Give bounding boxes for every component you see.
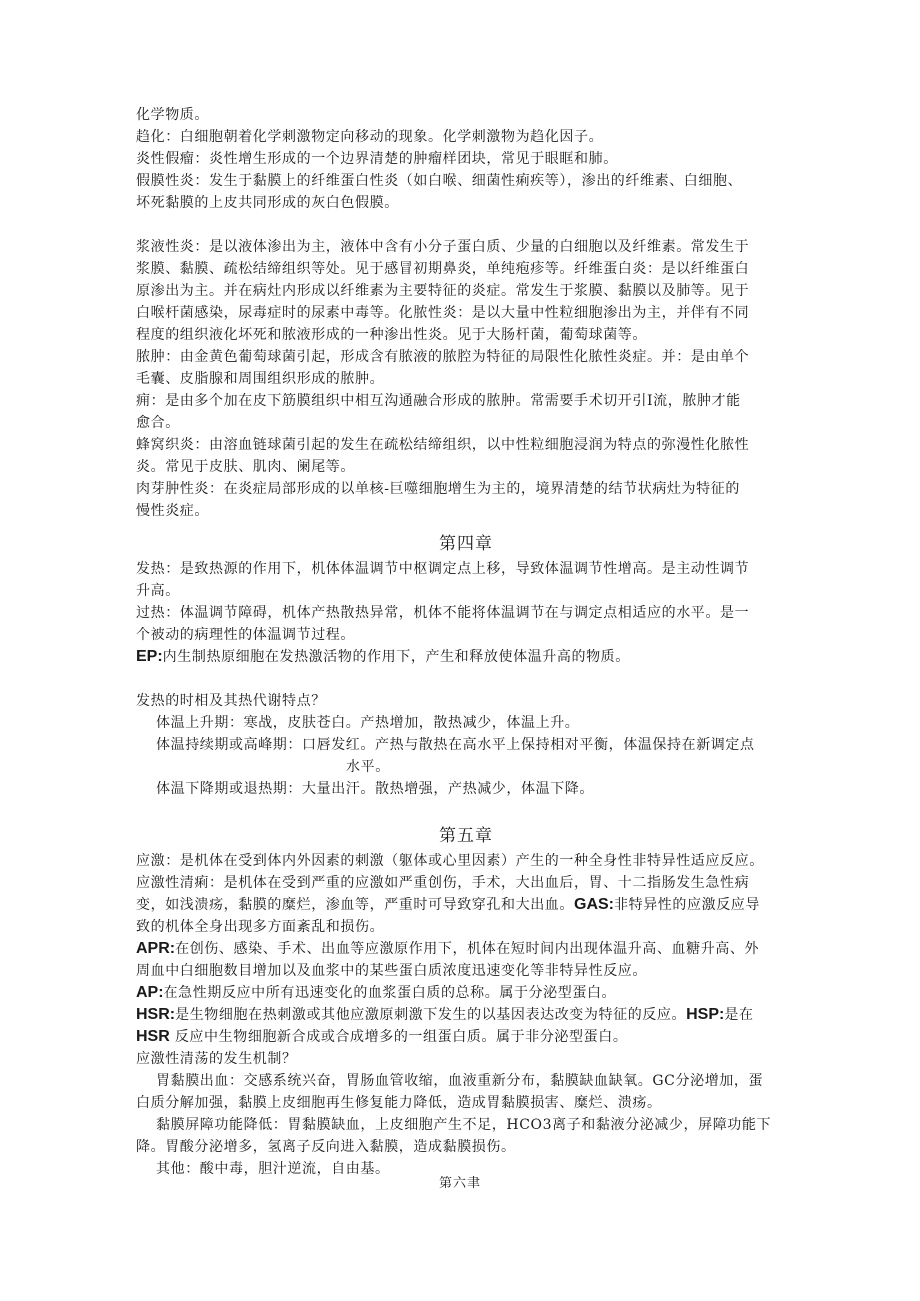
text-line: 体温下降期或退热期：大量出汗。散热增强，产热减少，体温下降。 — [156, 781, 594, 797]
text-line: 发热：是致热源的作用下，机体体温调节中枢调定点上移，导致体温调节性增高。是主动性调节 — [136, 561, 750, 577]
text-line: 升高。 — [136, 583, 180, 599]
text-line: 趋化：白细胞朝着化学刺激物定向移动的现象。化学刺激物为趋化因子。 — [136, 129, 604, 145]
next-chapter-heading: 第六聿 — [438, 1176, 481, 1191]
text-line — [136, 1004, 796, 1026]
text-line: 坏死黏膜的上皮共同形成的灰白色假膜。 — [136, 195, 399, 211]
text-line: 化学物质。 — [136, 107, 209, 123]
question-line: 应激性清荡的发生机制？ — [136, 1051, 297, 1067]
text-line: 应激性清痢：是机体在受到严重的应激如严重创伤，手术，大出血后，胃、十二指肠发生急性病 — [136, 875, 750, 891]
abbr-hsr: HSR: — [136, 1006, 176, 1023]
text-line: 个被动的病理性的体温调节过程。 — [136, 627, 355, 643]
text-line: 慢性炎症。 — [136, 503, 209, 519]
text-line: 水平。 — [346, 759, 390, 775]
spacer — [136, 668, 796, 690]
abbr-hsr: HSR — [136, 1028, 170, 1045]
text-line: 脓肿：由金黄色葡萄球菌引起，形成含有脓液的脓腔为特征的局限性化脓性炎症。并：是由单个 — [136, 349, 750, 365]
text-line: 其他：酸中毒，胆汁逆流，自由基。 — [156, 1161, 390, 1177]
text-line — [136, 646, 796, 668]
text-segment: 是在 — [724, 1007, 754, 1023]
abbr-ap: AP: — [136, 984, 164, 1001]
text-line: 黏膜屏障功能降低：胃黏膜缺血，上皮细胞产生不足，HCO3离子和黏液分泌减少，屏障功能下 — [156, 1117, 772, 1133]
page-content — [136, 104, 796, 1180]
text-line — [136, 938, 796, 960]
text-line: 浆液性炎：是以液体渗出为主，液体中含有小分子蛋白质、少量的白细胞以及纤维素。常发生于 — [136, 239, 750, 255]
text-line — [136, 1026, 796, 1048]
text-line: 致的机体全身出现多方面紊乱和损伤。 — [136, 919, 385, 935]
text-line — [136, 894, 796, 916]
text-line: 体温持续期或高峰期：口唇发红。产热与散热在高水平上保持相对平衡，体温保持在新调定点 — [156, 737, 755, 753]
text-segment: 反应中生物细胞新合成或合成增多的一组蛋白质。属于非分泌型蛋白。 — [169, 1029, 628, 1045]
text-line: 炎性假瘤：炎性增生形成的一个边界清楚的肿瘤样团块，常见于眼眶和肺。 — [136, 151, 618, 167]
text-line: 痈：是由多个加在皮下筋膜组织中相互沟通融合形成的脓肿。常需要手术切开引Ⅰ流，脓肿才能 — [136, 393, 741, 409]
chapter-4-title: 第四章 — [439, 534, 493, 554]
text-line: 白喉杆菌感染，尿毒症时的尿素中毒等。化脓性炎：是以大量中性粒细胞渗出为主，并伴有不同 — [136, 305, 750, 321]
text-segment: 非特异性的应激反应导 — [614, 897, 760, 913]
text-line: 肉芽肿性炎：在炎症局部形成的以单核-巨噬细胞增生为主的，境界清楚的结节状病灶为特征的 — [136, 481, 740, 497]
text-segment: 在创伤、感染、手术、出血等应激原作用下，机体在短时间内出现体温升高、血糖升高、外 — [175, 941, 760, 957]
text-line: 蜂窝织炎：由溶血链球菌引起的发生在疏松结缔组织，以中性粒细胞浸润为特点的弥漫性化脓性 — [136, 437, 750, 453]
chapter-5-title: 第五章 — [439, 826, 493, 846]
text-line: 假膜性炎：发生于黏膜上的纤维蛋白性炎（如白喉、细菌性痢疾等），渗出的纤维素、白细胞、 — [136, 173, 743, 189]
text-line — [136, 982, 796, 1004]
text-line: 原渗出为主。并在病灶内形成以纤维素为主要特征的炎症。常发生于浆膜、黏膜以及肺等。见于 — [136, 283, 750, 299]
text-line: 周血中白细胞数目增加以及血浆中的某些蛋白质浓度迅速变化等非特异性反应。 — [136, 963, 647, 979]
text-segment: 在急性期反应中所有迅速变化的血浆蛋白质的总称。属于分泌型蛋白。 — [163, 985, 617, 1001]
ep-definition: 内生制热原细胞在发热激活物的作用下，产生和释放使体温升高的物质。 — [162, 649, 630, 665]
text-line: 程度的组织液化坏死和脓液形成的一种渗出性炎。见于大肠杆菌，葡萄球菌等。 — [136, 327, 647, 343]
text-line: 浆膜、黏膜、疏松结缔组织等处。见于感冒初期鼻炎，单纯疱疹等。纤维蛋白炎：是以纤维蛋白 — [136, 261, 750, 277]
text-line: 胃黏膜出血：交感系统兴奋，胃肠血管收缩，血液重新分布，黏膜缺血缺氧。GC分泌增加，蛋 — [156, 1073, 764, 1089]
text-line: 毛囊、皮脂腺和周围组织形成的脓肿。 — [136, 371, 385, 387]
abbr-apr: APR: — [136, 940, 176, 957]
text-line: 炎。常见于皮肤、肌肉、阑尾等。 — [136, 459, 355, 475]
text-line: 降。胃酸分泌增多，氢离子反向进入黏膜，造成黏膜损伤。 — [136, 1139, 516, 1155]
spacer — [136, 800, 796, 814]
text-segment: 是生物细胞在热刺激或其他应激原刺激下发生的以基因表达改变为特征的反应。 — [175, 1007, 687, 1023]
text-line: 体温上升期：寒战，皮肤苍白。产热增加，散热减少，体温上升。 — [156, 715, 580, 731]
text-line: 愈合。 — [136, 415, 180, 431]
question-line: 发热的时相及其热代谢特点？ — [136, 693, 326, 709]
text-line: 过热：体温调节障碍，机体产热散热异常，机体不能将体温调节在与调定点相适应的水平。是一 — [136, 605, 750, 621]
text-segment: 变，如浅溃疡，黏膜的糜烂，渗血等，严重时可导致穿孔和大出血。 — [136, 897, 574, 913]
abbr-gas: GAS: — [574, 896, 614, 913]
text-line: 应激：是机体在受到体内外因素的刺激（躯体或心里因素）产生的一种全身性非特异性适应反应。 — [136, 853, 764, 869]
abbr-hsp: HSP: — [686, 1006, 725, 1023]
spacer — [136, 214, 796, 236]
text-line: 白质分解加强，黏膜上皮细胞再生修复能力降低，造成胃黏膜损害、糜烂、溃疡。 — [136, 1095, 662, 1111]
abbr-ep: EP: — [136, 648, 163, 665]
